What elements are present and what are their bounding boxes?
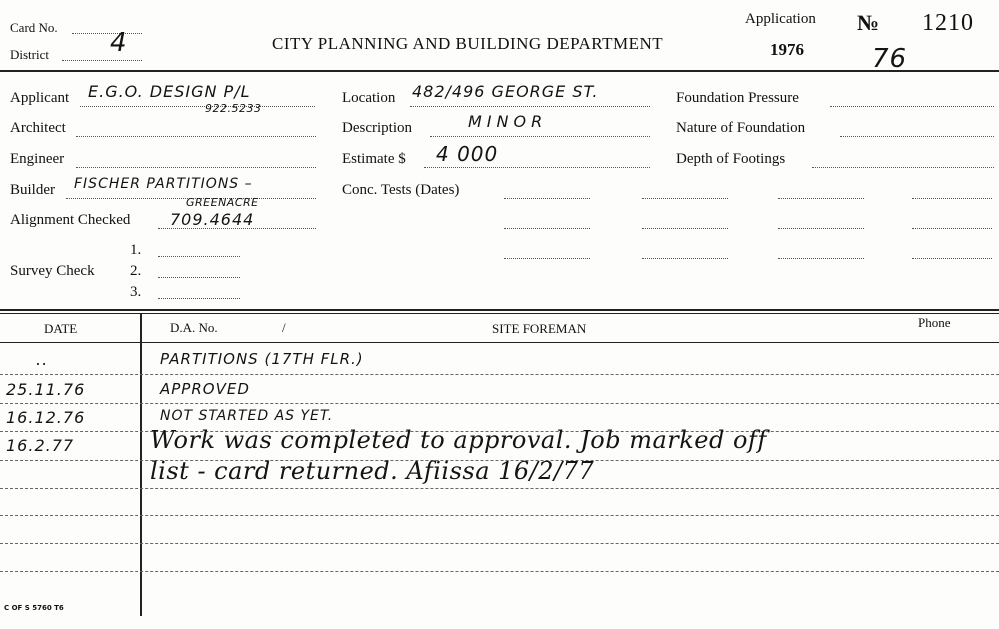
application-year: 1976 bbox=[770, 40, 804, 59]
depth-of-footings-line bbox=[812, 167, 994, 168]
applicant-line bbox=[80, 106, 315, 107]
log-row-text: list - card returned. Afiissa 16/2/77 bbox=[150, 457, 595, 485]
da-slash: / bbox=[282, 320, 286, 335]
survey-label: Survey Check bbox=[10, 263, 95, 279]
log-row-text: PARTITIONS (17TH FLR.) bbox=[160, 350, 364, 368]
page-title: CITY PLANNING AND BUILDING DEPARTMENT bbox=[272, 34, 664, 53]
description-label: Description bbox=[342, 120, 412, 136]
conc-line-3c bbox=[778, 258, 864, 259]
date-header: DATE bbox=[44, 321, 78, 336]
survey-2: 2. bbox=[130, 263, 142, 279]
description-value: MINOR bbox=[468, 112, 548, 131]
application-label: Application bbox=[745, 11, 816, 27]
row-rule bbox=[0, 571, 999, 572]
row-rule bbox=[0, 515, 999, 516]
log-row-text: APPROVED bbox=[160, 380, 250, 398]
conc-line-2c bbox=[778, 228, 864, 229]
survey-2-line bbox=[158, 277, 240, 278]
number-symbol: № bbox=[857, 10, 880, 35]
survey-3: 3. bbox=[130, 284, 142, 300]
conc-line-3b bbox=[642, 258, 728, 259]
conc-line-2d bbox=[912, 228, 992, 229]
estimate-value: 4 000 bbox=[436, 142, 499, 166]
handwritten-number: 76 bbox=[872, 44, 908, 74]
architect-label: Architect bbox=[10, 120, 66, 136]
conc-line-3a bbox=[504, 258, 590, 259]
conc-line-1a bbox=[504, 198, 590, 199]
location-value: 482/496 GEORGE ST. bbox=[412, 82, 599, 101]
alignment-value: 709.4644 bbox=[170, 210, 255, 229]
card-no-line bbox=[72, 33, 142, 34]
log-top-border-inner bbox=[0, 313, 999, 314]
engineer-label: Engineer bbox=[10, 151, 65, 167]
log-row-text: NOT STARTED AS YET. bbox=[160, 408, 334, 424]
conc-line-3d bbox=[912, 258, 992, 259]
conc-line-1c bbox=[778, 198, 864, 199]
log-row-text: Work was completed to approval. Job marked off bbox=[150, 426, 767, 454]
applicant-value: E.G.O. DESIGN P/L bbox=[88, 82, 251, 101]
form-code: C OF S 5760 T6 bbox=[4, 604, 64, 612]
row-rule bbox=[0, 543, 999, 544]
header-divider bbox=[0, 70, 999, 72]
da-no-header: D.A. No. bbox=[170, 320, 218, 335]
log-top-border bbox=[0, 309, 999, 311]
nature-of-foundation-line bbox=[840, 136, 994, 137]
site-foreman-header: SITE FOREMAN bbox=[492, 321, 587, 336]
application-number: 1210 bbox=[922, 10, 974, 36]
conc-line-1d bbox=[912, 198, 992, 199]
district-value: 4 bbox=[110, 28, 128, 58]
estimate-line bbox=[424, 167, 650, 168]
log-header-rule bbox=[0, 342, 999, 343]
conc-line-2b bbox=[642, 228, 728, 229]
foundation-pressure-label: Foundation Pressure bbox=[676, 90, 799, 106]
row-rule bbox=[0, 403, 999, 404]
depth-of-footings-label: Depth of Footings bbox=[676, 151, 786, 167]
conc-line-2a bbox=[504, 228, 590, 229]
row-rule bbox=[0, 374, 999, 375]
log-row-date: .. bbox=[36, 350, 49, 369]
architect-line bbox=[76, 136, 316, 137]
log-row-date: 16.12.76 bbox=[6, 408, 86, 427]
conc-line-1b bbox=[642, 198, 728, 199]
applicant-label: Applicant bbox=[10, 90, 70, 106]
survey-3-line bbox=[158, 298, 240, 299]
applicant-phone: 922.5233 bbox=[205, 102, 262, 115]
description-line bbox=[430, 136, 650, 137]
log-row-date: 25.11.76 bbox=[6, 380, 86, 399]
conc-tests-label: Conc. Tests (Dates) bbox=[342, 182, 460, 198]
location-line bbox=[410, 106, 650, 107]
builder-label: Builder bbox=[10, 182, 55, 198]
alignment-label: Alignment Checked bbox=[10, 212, 131, 228]
nature-of-foundation-label: Nature of Foundation bbox=[676, 120, 806, 136]
survey-1-line bbox=[158, 256, 240, 257]
location-label: Location bbox=[342, 90, 396, 106]
engineer-line bbox=[76, 167, 316, 168]
district-line bbox=[62, 60, 142, 61]
phone-header: Phone bbox=[918, 315, 951, 330]
row-rule bbox=[0, 488, 999, 489]
estimate-label: Estimate $ bbox=[342, 151, 406, 167]
district-label: District bbox=[10, 47, 49, 62]
builder-value: FISCHER PARTITIONS – bbox=[74, 176, 253, 192]
foundation-pressure-line bbox=[830, 106, 994, 107]
builder-sub: GREENACRE bbox=[186, 196, 259, 209]
survey-1: 1. bbox=[130, 242, 142, 258]
log-row-date: 16.2.77 bbox=[6, 436, 75, 455]
card-no-label: Card No. bbox=[10, 20, 58, 35]
